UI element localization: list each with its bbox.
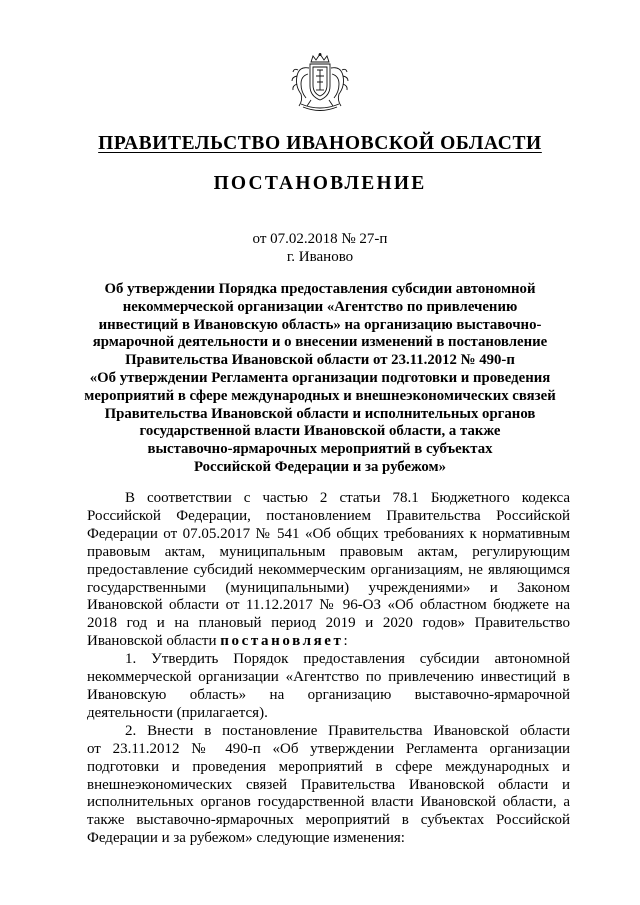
subject-line: Правительства Ивановской области и исполнительных органов [104, 405, 536, 422]
item1-line: некоммерческой организации «Агентство по привлечению инвестиций в [87, 669, 570, 686]
subject-line: инвестиций в Ивановскую область» на организацию выставочно- [98, 316, 542, 333]
subject-line: ярмарочной деятельности и о внесении изменений в постановление [92, 334, 548, 351]
preamble-line: предоставление субсидий некоммерческим организациям, не являющимся [87, 561, 570, 578]
item2-line: также выставочно-ярмарочных мероприятий в субъектах Российской [87, 812, 570, 829]
item2-line: Федерации и за рубежом» следующие изменения: [87, 830, 405, 847]
resolves-word: постановляет [220, 633, 344, 650]
preamble-line: Ивановской области от 11.12.2017 № 96-ОЗ «Об областном бюджете на [87, 597, 570, 614]
item2-line: подготовки и проведения мероприятий в сфере международных и [87, 758, 570, 775]
item1-line: 1. Утвердить Порядок предоставления субсидии автономной [125, 651, 570, 668]
subject-line: государственной власти Ивановской области, а также [139, 423, 501, 440]
subject-line: Российской Федерации и за рубежом» [193, 458, 447, 475]
resolves-suffix: : [343, 633, 348, 650]
preamble-last-prefix: Ивановской области [87, 633, 221, 650]
document-subject [60, 281, 580, 477]
item2-line: от 23.11.2012 № 490-п «Об утверждении Регламента организации [87, 740, 570, 757]
subject-line: мероприятий в сфере международных и внешнеэкономических связей [84, 387, 556, 404]
document-kind: ПОСТАНОВЛЕНИЕ [213, 173, 427, 194]
city: г. Иваново [286, 249, 354, 265]
ivanovo-coat-of-arms-icon [289, 52, 351, 114]
subject-line: выставочно-ярмарочных мероприятий в субъектах [147, 441, 493, 458]
preamble-line: Российской Федерации, постановлением Правительства Российской [87, 507, 570, 524]
item1-line: деятельности (прилагается). [87, 704, 268, 721]
subject-line: Правительства Ивановской области от 23.11.2012 № 490-п [125, 352, 515, 369]
document-meta [0, 230, 640, 266]
item2-line: 2. Внести в постановление Правительства Ивановской области [125, 722, 570, 739]
date-number: от 07.02.2018 № 27-п [252, 231, 388, 247]
preamble-last-line [87, 633, 570, 651]
item1-line: Ивановскую область» на организацию выставочно-ярмарочной [87, 686, 570, 703]
item2-line: внешнеэкономических связей Правительства Ивановской области и [87, 776, 570, 793]
subject-line: некоммерческой организации «Агентство по привлечению [122, 298, 518, 315]
preamble-line: В соответствии с частью 2 статьи 78.1 Бюджетного кодекса [125, 490, 570, 506]
document-body [87, 490, 570, 848]
preamble-line: Федерации от 07.05.2017 № 541 «Об общих требованиях к нормативным [87, 525, 570, 542]
preamble-line: правовым актам, муниципальным правовым актам, регулирующим [87, 543, 570, 560]
subject-line: Об утверждении Порядка предоставления субсидии автономной [104, 281, 536, 297]
government-title: ПРАВИТЕЛЬСТВО ИВАНОВСКОЙ ОБЛАСТИ [98, 133, 542, 154]
item2-line: исполнительных органов государственной власти Ивановской области, а [87, 794, 570, 811]
subject-line: «Об утверждении Регламента организации подготовки и проведения [89, 369, 551, 386]
preamble-line: 2018 год и на плановый период 2019 и 2020 годов» Правительство [87, 615, 570, 632]
preamble-line: государственными (муниципальными) учреждениями» и Законом [87, 579, 570, 596]
